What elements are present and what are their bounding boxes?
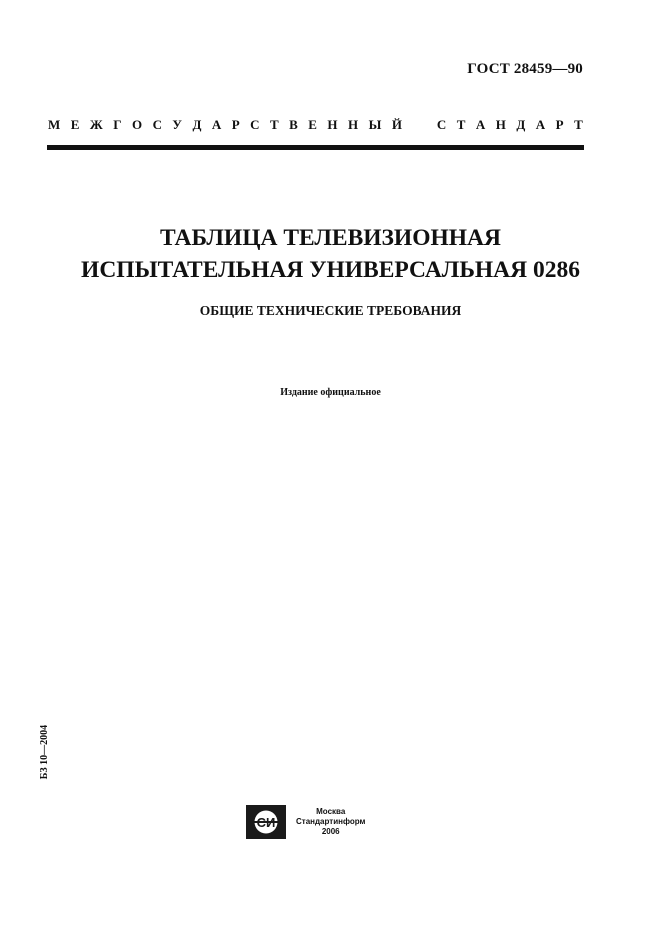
heading-letter: М [48,117,61,132]
title-line-1: ТАБЛИЦА ТЕЛЕВИЗИОННАЯ [160,225,501,251]
heading-letter: С [250,117,260,132]
heading-letter: Й [391,117,402,132]
gost-number: ГОСТ 28459—90 [467,61,583,77]
heading-letter: А [475,117,486,132]
heading-letter: Р [231,117,240,132]
heading-letter: А [535,117,546,132]
publisher-year: 2006 [321,827,340,836]
heading-letter: Е [308,117,317,132]
heading-letter: Ы [368,117,382,132]
heading-letter: Н [495,117,506,132]
document-subtitle: ОБЩИЕ ТЕХНИЧЕСКИЕ ТРЕБОВАНИЯ [199,303,462,318]
heading-letter: О [131,117,143,132]
heading-letter: Т [456,117,466,132]
heading-letter: У [172,117,182,132]
title-line-2: ИСПЫТАТЕЛЬНАЯ УНИВЕРСАЛЬНАЯ 0286 [81,257,580,283]
publisher-city: Москва [316,807,346,816]
header-rule [47,145,584,150]
heading-letter: Н [327,117,338,132]
heading-letter: С [436,117,447,132]
side-code: БЗ 10—2004 [39,724,50,780]
standard-type-heading [48,117,583,133]
heading-letter: Р [555,117,564,132]
heading-letter: Т [270,117,279,132]
heading-letter: С [152,117,162,132]
heading-letter: Д [516,117,526,132]
document-title [0,222,661,286]
heading-letter: Н [348,117,359,132]
edition-label: Издание официальное [280,387,381,398]
heading-letter: Д [192,117,202,132]
standartinform-logo-icon [246,805,286,839]
heading-letter: Е [70,117,80,132]
heading-letter: В [289,117,298,132]
publisher-block [246,805,365,839]
heading-letter: Т [574,117,583,132]
heading-letter: Г [113,117,122,132]
logo-letters: СИ [256,815,276,830]
heading-letter: А [211,117,222,132]
publisher-text [296,807,365,837]
heading-letter: Ж [89,117,103,132]
publisher-name: Стандартинформ [296,817,366,826]
